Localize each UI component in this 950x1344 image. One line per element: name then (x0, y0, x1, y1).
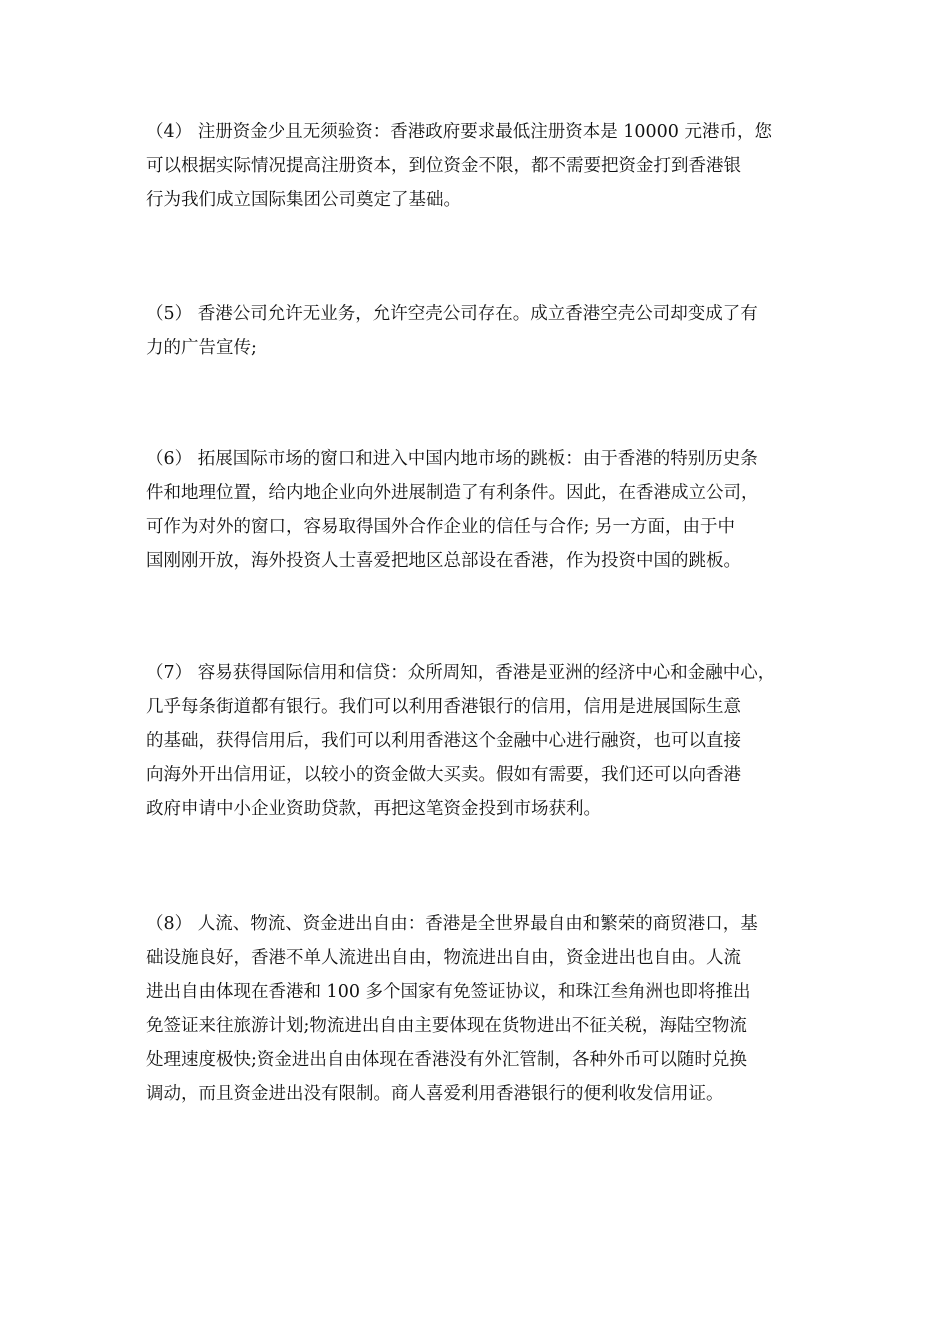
text-line: 件和地理位置，给内地企业向外进展制造了有利条件。因此，在香港成立公司， (146, 483, 759, 503)
text-line: 几乎每条街道都有银行。我们可以利用香港银行的信用，信用是进展国际生意 (146, 697, 741, 717)
text-line: （6） 拓展国际市场的窗口和进入中国内地市场的跳板：由于香港的特别历史条 (146, 449, 758, 469)
text-line: 处理速度极快;资金进出自由体现在香港没有外汇管制，各种外币可以随时兑换 (146, 1050, 747, 1070)
paragraph-7 (146, 656, 826, 826)
text-line: 的基础，获得信用后，我们可以利用香港这个金融中心进行融资，也可以直接 (146, 731, 741, 751)
text-line: 调动，而且资金进出没有限制。商人喜爱利用香港银行的便利收发信用证。 (146, 1084, 724, 1104)
text-line: 向海外开出信用证，以较小的资金做大买卖。假如有需要，我们还可以向香港 (146, 765, 741, 785)
text-line: （7） 容易获得国际信用和信贷：众所周知，香港是亚洲的经济中心和金融中心， (146, 663, 776, 683)
paragraph-5 (146, 297, 826, 365)
text-line: 可作为对外的窗口，容易取得国外合作企业的信任与合作; 另一方面，由于中 (146, 517, 735, 537)
paragraph-8 (146, 907, 826, 1111)
text-line: （5） 香港公司允许无业务，允许空壳公司存在。成立香港空壳公司却变成了有 (146, 304, 758, 324)
text-line: 免签证来往旅游计划;物流进出自由主要体现在货物进出不征关税，海陆空物流 (146, 1016, 747, 1036)
text-line: （4） 注册资金少且无须验资：香港政府要求最低注册资本是 10000 元港币，您 (146, 122, 772, 142)
paragraph-6 (146, 442, 826, 578)
text-line: 力的广告宣传; (146, 338, 257, 358)
text-line: （8） 人流、物流、资金进出自由：香港是全世界最自由和繁荣的商贸港口，基 (146, 914, 758, 934)
text-line: 可以根据实际情况提高注册资本，到位资金不限，都不需要把资金打到香港银 (146, 156, 741, 176)
text-line: 行为我们成立国际集团公司奠定了基础。 (146, 190, 461, 210)
text-line: 础设施良好，香港不单人流进出自由，物流进出自由，资金进出也自由。人流 (146, 948, 741, 968)
text-line: 进出自由体现在香港和 100 多个国家有免签证协议，和珠江叁角洲也即将推出 (146, 982, 751, 1002)
text-line: 国刚刚开放，海外投资人士喜爱把地区总部设在香港，作为投资中国的跳板。 (146, 551, 741, 571)
paragraph-4 (146, 115, 826, 217)
text-line: 政府申请中小企业资助贷款，再把这笔资金投到市场获利。 (146, 799, 601, 819)
